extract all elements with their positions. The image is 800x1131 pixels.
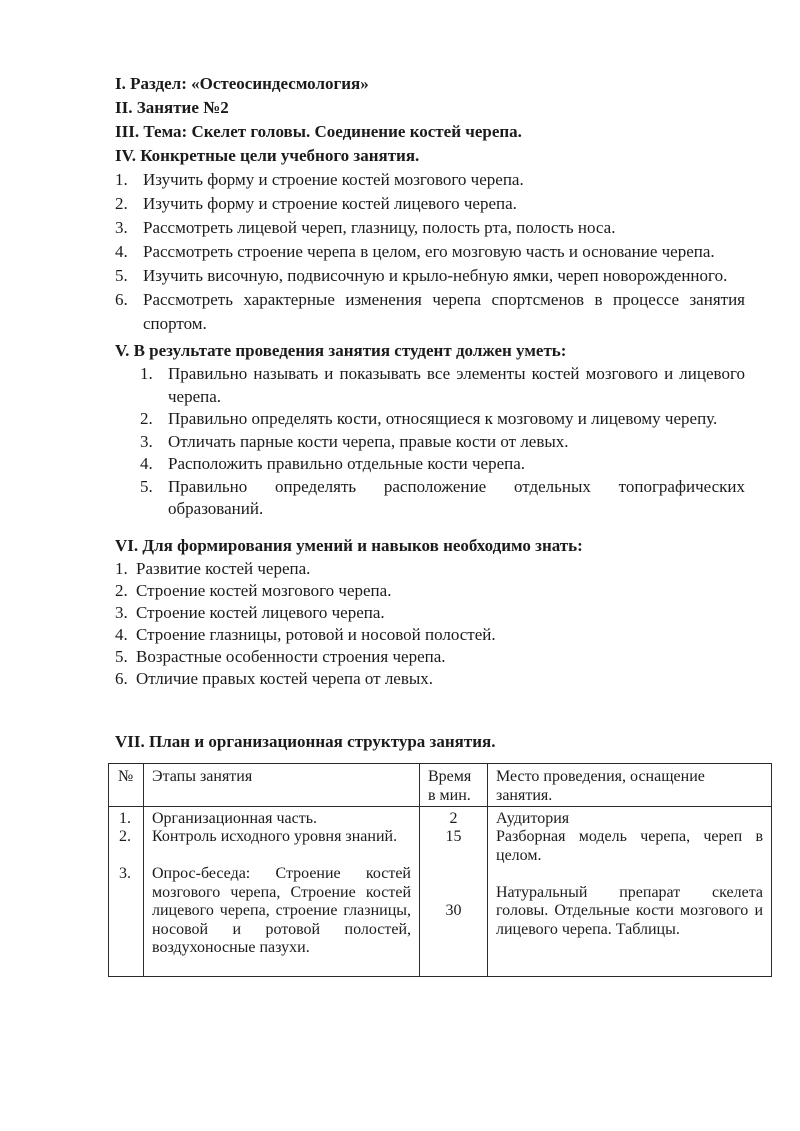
item-text: Строение костей мозгового черепа. <box>136 580 392 600</box>
item-number: 6. <box>115 290 128 309</box>
row-number: 2. <box>119 828 131 845</box>
skill-item <box>140 363 745 408</box>
goal-item <box>115 216 745 240</box>
goal-item <box>115 168 745 192</box>
item-text: Правильно определять расположение отдельных топографических образований. <box>168 476 745 518</box>
section-iii-heading: III. Тема: Скелет головы. Соединение костей черепа. <box>115 122 522 141</box>
place-text: Разборная модель черепа, череп в целом. <box>496 828 763 864</box>
table-header-row <box>109 763 772 806</box>
number-cell <box>109 806 144 976</box>
time-cell <box>420 806 488 976</box>
table-header-number: № <box>109 763 144 806</box>
knowledge-item <box>115 580 745 602</box>
item-text: Отличать парные кости черепа, правые кости от левых. <box>168 431 569 451</box>
table-body-row <box>109 806 772 976</box>
section-vii-heading: VII. План и организационная структура занятия. <box>115 731 496 751</box>
item-text: Правильно называть и показывать все элементы костей мозгового и лицевого черепа. <box>168 364 745 406</box>
item-text: Изучить форму и строение костей лицевого черепа. <box>143 194 517 213</box>
place-text: Аудитория <box>496 809 570 827</box>
time-value: 30 <box>445 902 462 919</box>
section-iv-heading: IV. Конкретные цели учебного занятия. <box>115 146 420 165</box>
goal-item <box>115 264 745 288</box>
item-text: Развитие костей черепа. <box>136 558 311 578</box>
item-text: Расположить правильно отдельные кости черепа. <box>168 454 526 473</box>
item-text: Строение костей лицевого черепа. <box>136 602 385 622</box>
item-text: Рассмотреть характерные изменения черепа спортсменов в процессе занятия спортом. <box>143 290 745 333</box>
row-number: 1. <box>119 809 131 827</box>
spacer <box>496 865 763 884</box>
item-text: Правильно определять кости, относящиеся к мозговому и лицевому черепу. <box>168 409 718 428</box>
item-number: 4. <box>115 242 128 261</box>
item-text: Возрастные особенности строения черепа. <box>136 646 446 666</box>
section-v-list <box>140 363 745 521</box>
item-number: 1. <box>115 170 128 189</box>
section-iv-list <box>115 168 745 336</box>
knowledge-item <box>115 602 745 624</box>
item-number: 1. <box>115 558 128 578</box>
row-number: 3. <box>119 865 131 882</box>
time-value: 15 <box>445 828 462 845</box>
item-text: Рассмотреть лицевой череп, глазницу, полость рта, полость носа. <box>143 218 616 237</box>
item-text: Изучить височную, подвисочную и крыло-небную ямки, череп новорожденного. <box>143 266 728 285</box>
item-number: 2. <box>140 409 153 428</box>
section-vi-heading: VI. Для формирования умений и навыков необходимо знать: <box>115 535 583 555</box>
item-number: 1. <box>140 364 153 383</box>
goal-item <box>115 192 745 216</box>
knowledge-item <box>115 668 745 690</box>
item-number: 4. <box>115 624 128 644</box>
item-text: Отличие правых костей черепа от левых. <box>136 668 434 688</box>
stage-text: Организационная часть. <box>152 809 318 827</box>
section-vi-list <box>115 558 745 690</box>
place-text: Натуральный препарат скелета головы. Отдельные кости мозгового и лицевого черепа. Таблицы. <box>496 883 763 938</box>
item-number: 3. <box>140 431 153 451</box>
table-header-stages: Этапы занятия <box>144 763 420 806</box>
section-i-heading: I. Раздел: «Остеосиндесмология» <box>115 74 369 93</box>
place-cell <box>488 806 772 976</box>
skill-item <box>140 476 745 521</box>
table-header-time: Время в мин. <box>420 763 488 806</box>
goal-item <box>115 288 745 336</box>
stage-text: Контроль исходного уровня знаний. <box>152 828 398 845</box>
spacer <box>152 847 411 866</box>
skill-item <box>140 408 745 431</box>
lesson-plan-table <box>108 763 772 977</box>
item-number: 3. <box>115 218 128 237</box>
item-number: 5. <box>115 266 128 285</box>
knowledge-item <box>115 558 745 580</box>
item-number: 3. <box>115 602 128 622</box>
item-text: Рассмотреть строение черепа в целом, его мозговую часть и основание черепа. <box>143 242 715 261</box>
stage-text: Опрос-беседа: Строение костей мозгового черепа, Строение костей лицевого черепа, строение глазницы, носовой и ротовой полостей, воздухоносные пазухи. <box>152 865 411 956</box>
skill-item <box>140 453 745 476</box>
skill-item <box>140 431 745 454</box>
section-v-heading: V. В результате проведения занятия студент должен уметь: <box>115 341 567 360</box>
item-number: 5. <box>140 476 153 496</box>
knowledge-item <box>115 624 745 646</box>
table-header-place: Место проведения, оснащение занятия. <box>488 763 772 806</box>
stages-cell <box>144 806 420 976</box>
knowledge-item <box>115 646 745 668</box>
item-number: 2. <box>115 194 128 213</box>
section-ii-heading: II. Занятие №2 <box>115 98 229 117</box>
spacer <box>119 847 141 866</box>
goal-item <box>115 240 745 264</box>
spacer <box>428 847 479 903</box>
item-number: 2. <box>115 580 128 600</box>
time-value: 2 <box>449 809 458 827</box>
item-text: Строение глазницы, ротовой и носовой полостей. <box>136 624 496 644</box>
item-number: 4. <box>140 454 153 473</box>
item-number: 6. <box>115 668 128 688</box>
item-text: Изучить форму и строение костей мозгового черепа. <box>143 170 524 189</box>
item-number: 5. <box>115 646 128 666</box>
